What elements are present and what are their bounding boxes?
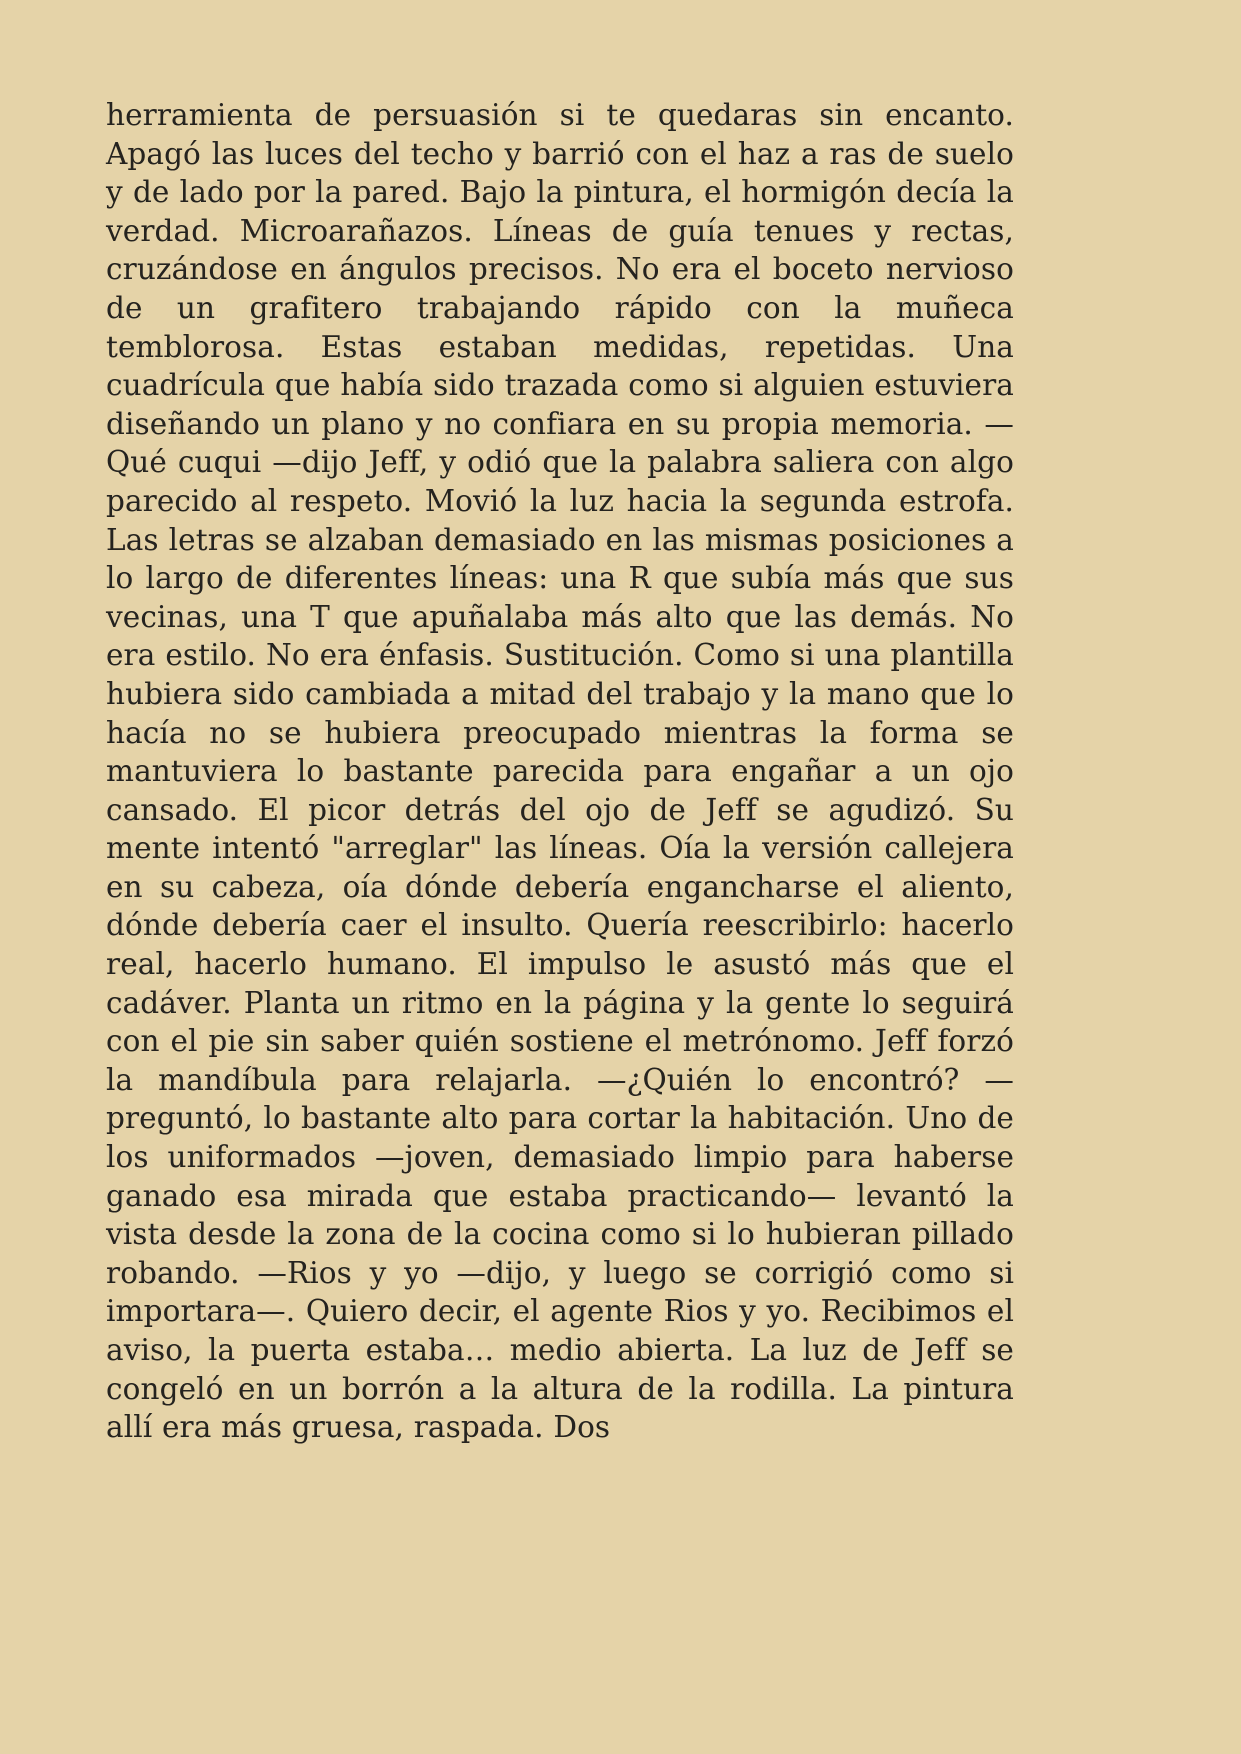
body-paragraph: herramienta de persuasión si te quedaras sin encanto. Apagó las luces del techo y barrió con el haz a ras de suelo y de lado por la pared. Bajo la pintura, el hormigón decía la verdad. Microarañazos. Líneas de guía tenues y rectas, cruzándose en ángulos precisos. No era el boceto nervioso de un grafitero trabajando rápido con la muñeca temblorosa. Estas estaban medidas, repetidas. Una cuadrícula que había sido trazada como si alguien estuviera diseñando un plano y no confiara en su propia memoria. —Qué cuqui —dijo Jeff, y odió que la palabra saliera con algo parecido al respeto. Movió la luz hacia la segunda estrofa. Las letras se alzaban demasiado en las mismas posiciones a lo largo de diferentes líneas: una R que subía más que sus vecinas, una T que apuñalaba más alto que las demás. No era estilo. No era énfasis. Sustitución. Como si una plantilla hubiera sido cambiada a mitad del trabajo y la mano que lo hacía no se hubiera preocupado mientras la forma se mantuviera lo bastante parecida para engañar a un ojo cansado. El picor detrás del ojo de Jeff se agudizó. Su mente intentó "arreglar" las líneas. Oía la versión callejera en su cabeza, oía dónde debería engancharse el aliento, dónde debería caer el insulto. Quería reescribirlo: hacerlo real, hacerlo humano. El impulso le asustó más que el cadáver. Planta un ritmo en la página y la gente lo seguirá con el pie sin saber quién sostiene el metrónomo. Jeff forzó la mandíbula para relajarla. —¿Quién lo encontró? —preguntó, lo bastante alto para cortar la habitación. Uno de los uniformados —joven, demasiado limpio para haberse ganado esa mirada que estaba practicando— levantó la vista desde la zona de la cocina como si lo hubieran pillado robando. —Rios y yo —dijo, y luego se corrigió como si importara—. Quiero decir, el agente Rios y yo. Recibimos el aviso, la puerta estaba… medio abierta. La luz de Jeff se congeló en un borrón a la altura de la rodilla. La pintura allí era más gruesa, raspada. Dos bbox=[106, 98, 1014, 1445]
text-column bbox=[106, 96, 1014, 1447]
